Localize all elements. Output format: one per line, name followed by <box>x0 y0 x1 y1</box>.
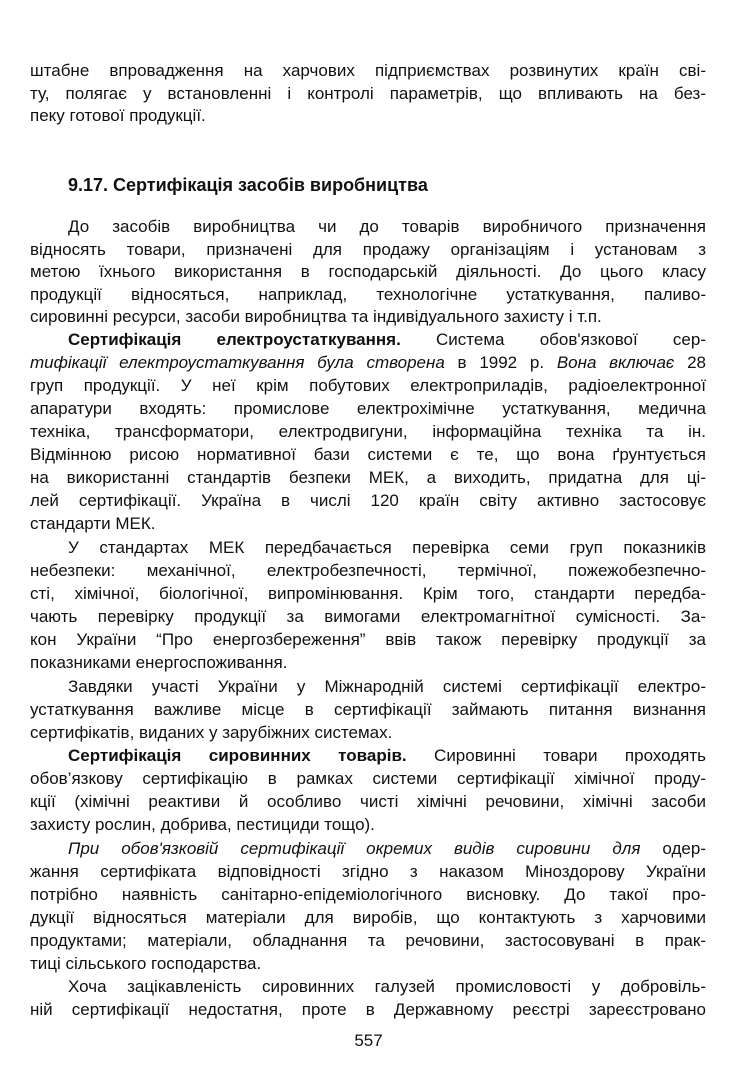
text-run: пеку готової продукції. <box>30 106 206 125</box>
text-run: Система обов'язкової сер- <box>400 330 706 349</box>
text-run: Відмінною рисою нормативної бази системи є те, що вона ґрунтується <box>30 445 706 464</box>
text-run: ній сертифікації недостатня, проте в Державному реєстрі зареєстровано <box>30 1000 706 1019</box>
text-run: дукції відносяться матеріали для виробів, що контактують з харчовими <box>30 908 706 927</box>
section-heading: 9.17. Сертифікація засобів виробництва <box>68 175 428 195</box>
text-line <box>30 513 706 535</box>
text-line <box>30 398 706 420</box>
text-run: жання сертифіката відповідності згідно з наказом Міноздорову України <box>30 862 706 881</box>
text-line <box>30 560 706 582</box>
italic-run: При обов'язковій сертифікації окремих видів сировини для <box>68 839 641 858</box>
text-line <box>30 629 706 651</box>
text-run: лей сертифікації. Україна в числі 120 країн світу активно застосовує <box>30 491 706 510</box>
text-run: кції (хімічні реактиви й особливо чисті хімічні речовини, хімічні засоби <box>30 792 706 811</box>
text-run: потрібно наявність санітарно-епідеміологічного висновку. До такої про- <box>30 885 706 904</box>
text-run: Завдяки участі України у Міжнародній системі сертифікації електро- <box>68 677 706 696</box>
text-run: техніка, трансформатори, електродвигуни, інформаційна техніка та ін. <box>30 422 706 441</box>
text-line <box>30 261 706 283</box>
text-line <box>68 216 706 238</box>
text-run: сті, хімічної, біологічної, випромінювання. Крім того, стандарти передба- <box>30 584 706 603</box>
text-run: показниками енергоспоживання. <box>30 653 288 672</box>
text-run: захисту рослин, добрива, пестициди тощо). <box>30 815 375 834</box>
text-run: тиці сільського господарства. <box>30 954 262 973</box>
italic-run: тифікації електроустаткування була створена <box>30 353 445 372</box>
text-run: небезпеки: механічної, електробезпечності, термічної, пожежобезпечно- <box>30 561 706 580</box>
text-line <box>68 676 706 698</box>
text-line <box>30 490 706 512</box>
text-line <box>30 722 706 744</box>
text-run: Хоча зацікавленість сировинних галузей промисловості у добровіль- <box>68 977 706 996</box>
text-run: продукції відносяться, наприклад, технологічне устаткування, паливо- <box>30 285 706 304</box>
text-run: стандарти МЕК. <box>30 514 156 533</box>
text-line <box>30 83 706 105</box>
text-line <box>30 352 706 374</box>
text-run: груп продукції. У неї крім побутових електроприладів, радіоелектронної <box>30 376 706 395</box>
text-run: кон України “Про енергозбереження” ввів також перевірку продукції за <box>30 630 706 649</box>
text-run: У стандартах МЕК передбачається перевірка семи груп показників <box>68 538 706 557</box>
text-run: сировинні ресурси, засоби виробництва та індивідуального захисту і т.п. <box>30 307 602 326</box>
text-line <box>30 791 706 813</box>
text-line <box>30 814 706 836</box>
text-run: на використанні стандартів безпеки МЕК, а виходить, придатна для ці- <box>30 468 706 487</box>
text-line <box>30 444 706 466</box>
text-run: штабне впровадження на харчових підприємствах розвинутих країн сві- <box>30 61 706 80</box>
text-line <box>30 467 706 489</box>
text-run: сертифікатів, виданих у зарубіжних системах. <box>30 723 393 742</box>
text-run: апаратури входять: промислове електрохімічне устаткування, медична <box>30 399 706 418</box>
text-run: 28 <box>674 353 707 372</box>
text-line <box>30 861 706 883</box>
text-line <box>30 306 706 328</box>
text-line <box>30 953 706 975</box>
text-run: Сировинні товари проходять <box>406 746 707 765</box>
bold-run: Сертифікація електроустаткування. <box>68 330 401 349</box>
text-run: відносять товари, призначені для продажу організаціям і установам з <box>30 240 706 259</box>
text-run: метою їхнього використання в господарській діяльності. До цього класу <box>30 262 706 281</box>
text-line <box>30 421 706 443</box>
text-line <box>68 745 706 767</box>
text-run: продуктами; матеріали, обладнання та речовини, застосовувані в прак- <box>30 931 706 950</box>
text-run: ту, полягає у встановленні і контролі параметрів, що впливають на без- <box>30 84 706 103</box>
text-run: устаткування важливе місце в сертифікації займають питання визнання <box>30 700 706 719</box>
text-run: обов’язкову сертифікацію в рамках системи сертифікації хімічної проду- <box>30 769 706 788</box>
text-line <box>30 999 706 1021</box>
text-line <box>68 537 706 559</box>
bold-run: Сертифікація сировинних товарів. <box>68 746 407 765</box>
text-run: в 1992 р. <box>444 353 557 372</box>
text-line <box>30 884 706 906</box>
text-line <box>68 838 706 860</box>
text-line <box>30 375 706 397</box>
text-run: чають перевірку продукції за вимогами електромагнітної сумісності. За- <box>30 607 706 626</box>
text-line <box>30 930 706 952</box>
text-line <box>68 976 706 998</box>
text-line <box>30 907 706 929</box>
text-line <box>30 239 706 261</box>
italic-run: Вона включає <box>556 353 675 372</box>
text-line <box>30 60 706 82</box>
text-line <box>30 583 706 605</box>
text-run: одер- <box>640 839 706 858</box>
text-line <box>30 284 706 306</box>
text-line <box>30 768 706 790</box>
text-line <box>30 105 706 127</box>
page-number: 557 <box>354 1031 383 1050</box>
text-line <box>30 606 706 628</box>
text-line <box>30 699 706 721</box>
text-line <box>30 652 706 674</box>
text-line <box>68 329 706 351</box>
text-run: До засобів виробництва чи до товарів виробничого призначення <box>68 217 706 236</box>
